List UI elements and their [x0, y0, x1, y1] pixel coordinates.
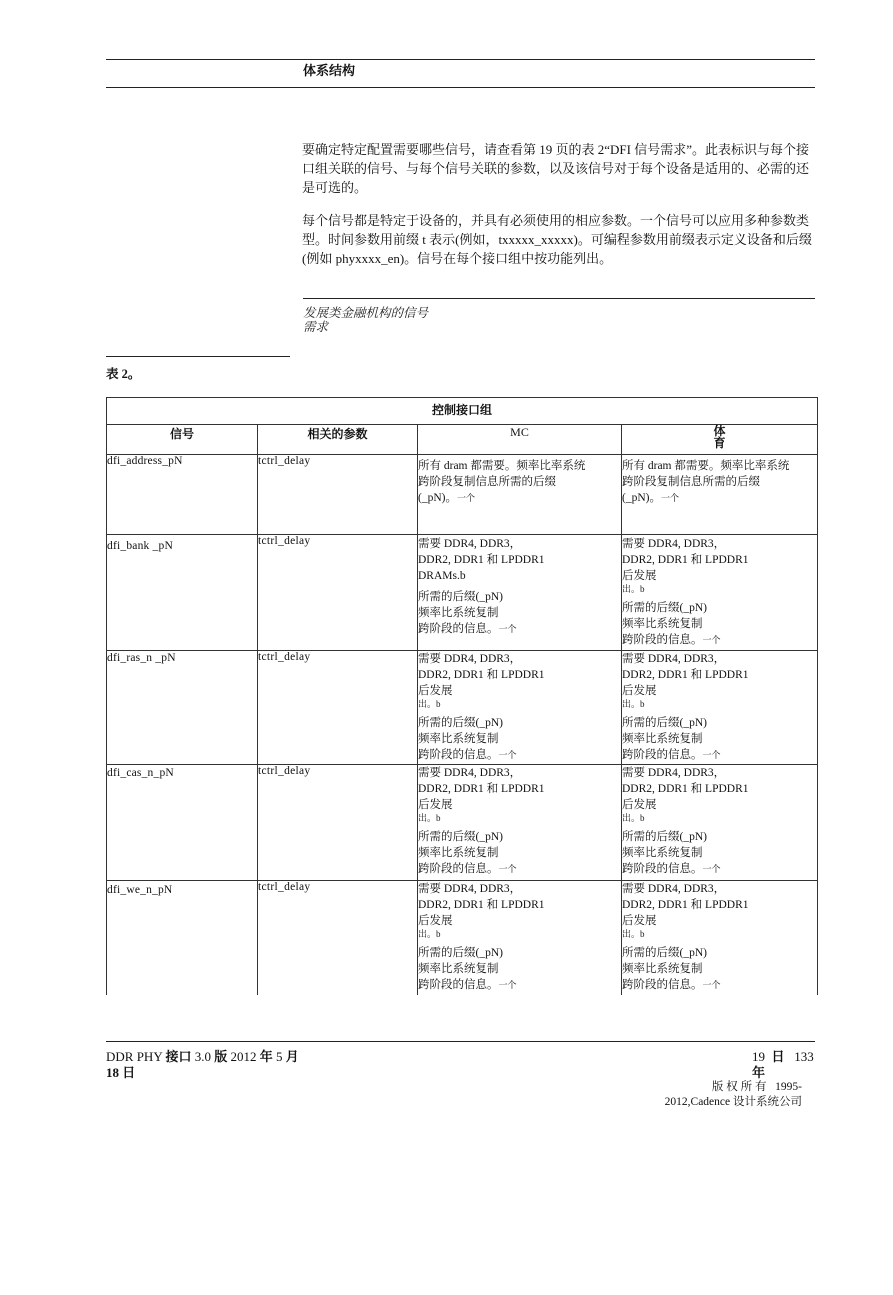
phy-note: 一个	[702, 750, 721, 760]
mc-note: 一个	[498, 750, 517, 760]
footer-copyright-line1: 版 权 所 有 1995-	[711, 1081, 802, 1093]
phy-line: 跨阶段复制信息所需的后缀	[622, 476, 760, 488]
table-row	[107, 455, 818, 535]
intro-paragraph: 要确定特定配置需要哪些信号，请查看第 19 页的表 2“DFI 信号需求”。此表标识与每个接口组关联的信号、与每个信号关联的参数，以及该信号对于每个设备是适用的、必需的还是可选的。	[302, 142, 810, 195]
phy-line: DDR2, DDR1 和 LPDDR1	[622, 899, 749, 911]
phy-requirement	[622, 455, 818, 535]
param-name: tctrl_delay	[258, 455, 418, 535]
mc-line: DDR2, DDR1 和 LPDDR1	[418, 783, 545, 795]
signal-name: dfi_we_n_pN	[107, 881, 258, 995]
mc-line	[418, 490, 621, 506]
mc-line: DDR2, DDR1 和 LPDDR1	[418, 899, 545, 911]
phy-line: 所需的后缀(_pN)	[622, 717, 707, 729]
phy-line: DDR2, DDR1 和 LPDDR1	[622, 669, 749, 681]
mc-line: 跨阶段复制信息所需的后缀	[418, 476, 556, 488]
param-name: tctrl_delay	[258, 651, 418, 765]
footer-page-total: 133	[794, 1049, 814, 1064]
signal-name: dfi_address_pN	[107, 455, 258, 535]
phy-note: 出。b	[622, 699, 645, 709]
footer-page-day: 19	[752, 1049, 765, 1064]
mc-line: 频率比系统复制	[418, 963, 499, 975]
table-row	[107, 535, 818, 651]
phy-note: 一个	[660, 493, 679, 503]
table-row	[107, 651, 818, 765]
phy-note: 一个	[702, 635, 721, 645]
mc-line: DRAMs.b	[418, 570, 466, 582]
footer-text: DDR PHY	[106, 1049, 166, 1064]
phy-line: 频率比系统复制	[622, 847, 703, 859]
phy-line	[622, 977, 817, 993]
header-rule-top	[106, 59, 815, 60]
mc-line: DDR2, DDR1 和 LPDDR1	[418, 554, 545, 566]
col-header-signal: 信号	[107, 425, 258, 455]
phy-requirement	[622, 651, 818, 765]
phy-line	[622, 747, 817, 763]
phy-line: 需要 DDR4, DDR3，	[622, 653, 726, 665]
footer-doc-line1	[106, 1049, 299, 1065]
table-label-rule	[106, 356, 290, 357]
signal-paragraph: 每个信号都是特定于设备的，并具有必须使用的相应参数。一个信号可以应用多种参数类型。时间参数用前缀 t 表示(例如，txxxxx_xxxxx)。可编程参数用前缀表示定义设备和后缀(例如 phyxxxx_en)。信号在每个接口组中按功能列出。	[302, 213, 812, 266]
table-row	[107, 881, 818, 995]
mc-note: 一个	[498, 624, 517, 634]
phy-requirement	[622, 535, 818, 651]
mc-text: 跨阶段的信息。	[418, 863, 499, 875]
mc-line: 所需的后缀(_pN)	[418, 831, 503, 843]
footer-text: 接口	[165, 1049, 192, 1064]
mc-note: 一个	[498, 864, 517, 874]
table-row	[107, 765, 818, 881]
mc-line: 频率比系统复制	[418, 607, 499, 619]
phy-line: 后发展	[622, 799, 657, 811]
footer-text: 3.0	[191, 1049, 215, 1064]
signal-name: dfi_ras_n _pN	[107, 651, 258, 765]
phy-text: 跨阶段的信息。	[622, 979, 703, 991]
header-rule-bottom	[106, 87, 815, 88]
phy-requirement	[622, 765, 818, 881]
phy-text: 跨阶段的信息。	[622, 863, 703, 875]
col-header-phy	[622, 425, 818, 455]
mc-line	[418, 621, 621, 637]
footer-document-info	[106, 1049, 299, 1081]
phy-line: DDR2, DDR1 和 LPDDR1	[622, 554, 749, 566]
mc-line: DDR2, DDR1 和 LPDDR1	[418, 669, 545, 681]
mc-line: 后发展	[418, 685, 453, 697]
section-title-line2: 需求	[303, 320, 329, 334]
phy-line: 所需的后缀(_pN)	[622, 602, 707, 614]
phy-text: (_pN)。	[622, 492, 661, 504]
mc-text: 跨阶段的信息。	[418, 979, 499, 991]
footer-text: 2012	[227, 1049, 260, 1064]
phy-note: 出。b	[622, 813, 645, 823]
param-name: tctrl_delay	[258, 765, 418, 881]
footer-page-line2: 年	[752, 1065, 766, 1080]
mc-note: 出。b	[418, 699, 441, 709]
mc-requirement	[418, 535, 622, 651]
phy-line	[622, 861, 817, 877]
phy-line: DDR2, DDR1 和 LPDDR1	[622, 783, 749, 795]
footer-doc-line2: 18 日	[106, 1065, 136, 1080]
phy-text: 跨阶段的信息。	[622, 634, 703, 646]
mc-line: 频率比系统复制	[418, 733, 499, 745]
footer-page-number	[752, 1049, 814, 1081]
phy-note: 一个	[702, 980, 721, 990]
section-rule	[303, 298, 815, 299]
phy-line: 所需的后缀(_pN)	[622, 947, 707, 959]
mc-note: 一个	[456, 493, 475, 503]
footer-text: 5	[272, 1049, 286, 1064]
mc-requirement	[418, 881, 622, 995]
footer-text: 版	[214, 1049, 228, 1064]
phy-line: 后发展	[622, 570, 657, 582]
phy-requirement	[622, 881, 818, 995]
mc-note: 出。b	[418, 929, 441, 939]
col-header-phy-line2: 育	[713, 436, 726, 450]
mc-text: 跨阶段的信息。	[418, 749, 499, 761]
footer-copyright	[650, 1080, 802, 1110]
footer-page-line1	[752, 1049, 814, 1065]
phy-line: 需要 DDR4, DDR3，	[622, 538, 726, 550]
phy-line: 频率比系统复制	[622, 618, 703, 630]
phy-line: 后发展	[622, 915, 657, 927]
signal-name: dfi_cas_n_pN	[107, 765, 258, 881]
phy-line: 需要 DDR4, DDR3，	[622, 883, 726, 895]
mc-text: (_pN)。	[418, 492, 457, 504]
mc-line: 需要 DDR4, DDR3，	[418, 767, 522, 779]
mc-line: 后发展	[418, 799, 453, 811]
phy-note: 出。b	[622, 584, 645, 594]
mc-requirement	[418, 765, 622, 881]
mc-line: 频率比系统复制	[418, 847, 499, 859]
phy-line: 所需的后缀(_pN)	[622, 831, 707, 843]
footer-page-ri: 日	[771, 1049, 785, 1064]
mc-line: 所有 dram 都需要。频率比率系统	[418, 460, 586, 472]
mc-line	[418, 861, 621, 877]
mc-line: 所需的后缀(_pN)	[418, 591, 503, 603]
phy-line: 频率比系统复制	[622, 963, 703, 975]
mc-requirement	[418, 651, 622, 765]
section-title-line1: 发展类金融机构的信号	[303, 306, 429, 320]
section-title	[303, 306, 428, 334]
mc-line: 所需的后缀(_pN)	[418, 947, 503, 959]
phy-line: 后发展	[622, 685, 657, 697]
mc-text: 跨阶段的信息。	[418, 623, 499, 635]
running-header-title: 体系结构	[303, 63, 356, 78]
phy-line	[622, 490, 817, 506]
col-header-mc: MC	[418, 425, 622, 455]
phy-note: 出。b	[622, 929, 645, 939]
group-header: 控制接口组	[107, 398, 818, 425]
mc-note: 出。b	[418, 813, 441, 823]
footer-text: 年	[259, 1049, 273, 1064]
footer-rule	[106, 1041, 815, 1042]
mc-line	[418, 747, 621, 763]
phy-line: 频率比系统复制	[622, 733, 703, 745]
param-name: tctrl_delay	[258, 535, 418, 651]
phy-note: 一个	[702, 864, 721, 874]
mc-line: 需要 DDR4, DDR3，	[418, 538, 522, 550]
mc-requirement	[418, 455, 622, 535]
col-header-phy-line1: 体	[713, 424, 726, 438]
col-header-param: 相关的参数	[258, 425, 418, 455]
mc-note: 一个	[498, 980, 517, 990]
mc-line: 所需的后缀(_pN)	[418, 717, 503, 729]
mc-line	[418, 977, 621, 993]
phy-text: 跨阶段的信息。	[622, 749, 703, 761]
signal-requirements-table	[106, 397, 818, 995]
param-name: tctrl_delay	[258, 881, 418, 995]
signal-name: dfi_bank _pN	[107, 535, 258, 651]
mc-line: 需要 DDR4, DDR3，	[418, 653, 522, 665]
footer-copyright-line2: 2012,Cadence 设计系统公司	[664, 1096, 802, 1108]
table-label: 表 2。	[106, 367, 141, 381]
phy-line	[622, 632, 817, 648]
phy-line: 需要 DDR4, DDR3，	[622, 767, 726, 779]
phy-line: 所有 dram 都需要。频率比率系统	[622, 460, 790, 472]
mc-line: 后发展	[418, 915, 453, 927]
mc-line: 需要 DDR4, DDR3，	[418, 883, 522, 895]
footer-text: 月	[285, 1049, 299, 1064]
